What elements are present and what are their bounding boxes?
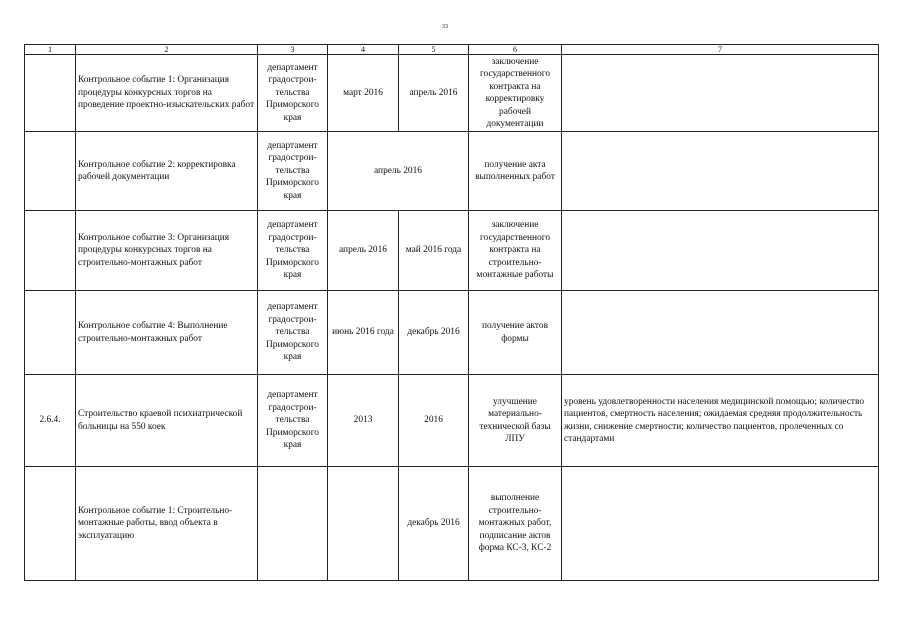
table-row <box>25 291 879 375</box>
cell-indicators <box>562 291 879 375</box>
header-cell: 4 <box>328 45 399 55</box>
cell-number <box>25 132 76 211</box>
cell-start: март 2016 <box>328 55 399 132</box>
plan-table <box>24 44 879 581</box>
header-cell: 2 <box>76 45 258 55</box>
cell-executor <box>258 467 328 581</box>
header-cell: 3 <box>258 45 328 55</box>
cell-executor: департамент градострои-тельства Приморского края <box>258 55 328 132</box>
cell-end: май 2016 года <box>399 211 469 291</box>
header-cell: 1 <box>25 45 76 55</box>
header-cell: 5 <box>399 45 469 55</box>
cell-result: получение актов формы <box>469 291 562 375</box>
header-row <box>25 45 879 55</box>
cell-number <box>25 467 76 581</box>
cell-start: 2013 <box>328 375 399 467</box>
table-row <box>25 132 879 211</box>
cell-name: Контрольное событие 1: Строительно-монтажные работы, ввод объекта в эксплуатацию <box>76 467 258 581</box>
cell-executor: департамент градострои-тельства Приморского края <box>258 375 328 467</box>
cell-name: Контрольное событие 3: Организация процедуры конкурсных торгов на строительно-монтажных работ <box>76 211 258 291</box>
cell-indicators <box>562 55 879 132</box>
table-row <box>25 375 879 467</box>
table-row <box>25 211 879 291</box>
cell-number: 2.6.4. <box>25 375 76 467</box>
cell-result: заключение государственного контракта на корректировку рабочей документации <box>469 55 562 132</box>
cell-executor: департамент градострои-тельства Приморского края <box>258 211 328 291</box>
cell-end: апрель 2016 <box>399 55 469 132</box>
header-cell: 7 <box>562 45 879 55</box>
cell-indicators: уровень удовлетворенности населения медицинской помощью; количество пациентов, смертность населения; ожидаемая средняя продолжительность жизни, снижение смертности; количество пациентов, пролеченных со стандартами <box>562 375 879 467</box>
cell-name: Контрольное событие 2: корректировка рабочей документации <box>76 132 258 211</box>
cell-result: заключение государственного контракта на строительно-монтажные работы <box>469 211 562 291</box>
table-row <box>25 55 879 132</box>
cell-end: декабрь 2016 <box>399 291 469 375</box>
cell-name: Контрольное событие 4: Выполнение строительно-монтажных работ <box>76 291 258 375</box>
page-number: 33 <box>442 24 448 30</box>
cell-name: Контрольное событие 1: Организация процедуры конкурсных торгов на проведение проектно-изыскательских работ <box>76 55 258 132</box>
cell-indicators <box>562 132 879 211</box>
cell-name: Строительство краевой психиатрической больницы на 550 коек <box>76 375 258 467</box>
cell-indicators <box>562 211 879 291</box>
cell-executor: департамент градострои-тельства Приморского края <box>258 291 328 375</box>
cell-result: выполнение строительно-монтажных работ, подписание актов форма КС-3, КС-2 <box>469 467 562 581</box>
cell-end: декабрь 2016 <box>399 467 469 581</box>
cell-executor: департамент градострои-тельства Приморского края <box>258 132 328 211</box>
cell-number <box>25 211 76 291</box>
cell-start <box>328 467 399 581</box>
cell-number <box>25 55 76 132</box>
cell-number <box>25 291 76 375</box>
cell-period: апрель 2016 <box>328 132 469 211</box>
cell-result: улучшение материально-технической базы ЛПУ <box>469 375 562 467</box>
cell-result: получение акта выполненных работ <box>469 132 562 211</box>
cell-end: 2016 <box>399 375 469 467</box>
cell-indicators <box>562 467 879 581</box>
table-row <box>25 467 879 581</box>
cell-start: апрель 2016 <box>328 211 399 291</box>
header-cell: 6 <box>469 45 562 55</box>
cell-start: июнь 2016 года <box>328 291 399 375</box>
